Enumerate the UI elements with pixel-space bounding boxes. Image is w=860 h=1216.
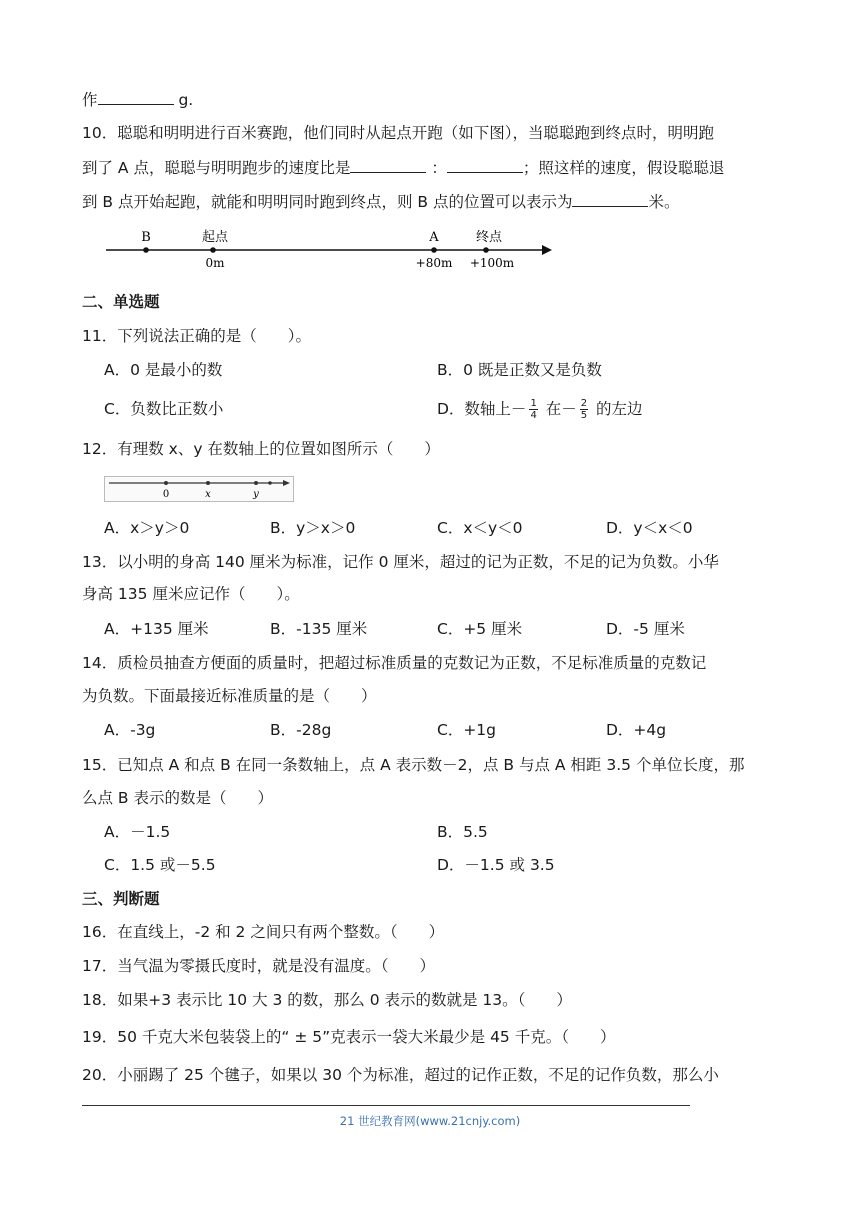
q10-line1: 10．聪聪和明明进行百米赛跑，他们同时从起点开跑（如下图），当聪聪跑到终点时，明明跑 bbox=[82, 124, 714, 142]
answer-blank[interactable] bbox=[447, 156, 523, 173]
q14-option-c[interactable]: C．+1g bbox=[437, 721, 497, 739]
q10-line3: 到 B 点开始起跑，就能和明明同时跑到终点，则 B 点的位置可以表示为 米。 bbox=[82, 190, 680, 214]
start-value: 0m bbox=[205, 256, 225, 270]
axis-arrow-icon bbox=[542, 245, 552, 255]
q12-option-a[interactable]: A．x＞y＞0 bbox=[104, 519, 190, 537]
q12-option-d[interactable]: D．y＜x＜0 bbox=[606, 519, 693, 537]
answer-blank[interactable] bbox=[98, 88, 174, 105]
footer-source: 21 世纪教育网(www.21cnjy.com) bbox=[339, 1114, 521, 1128]
q11-option-a[interactable]: A．0 是最小的数 bbox=[104, 361, 223, 379]
point-a-dot bbox=[431, 247, 437, 253]
q11-option-c[interactable]: C．负数比正数小 bbox=[104, 400, 224, 418]
start-label: 起点 bbox=[201, 230, 229, 245]
q11-stem: 11．下列说法正确的是（ ）。 bbox=[82, 327, 311, 345]
q13-option-b[interactable]: B．-135 厘米 bbox=[270, 620, 368, 638]
q13-option-a[interactable]: A．+135 厘米 bbox=[104, 620, 209, 638]
section-heading: 三、判断题 bbox=[82, 890, 160, 908]
q15-option-c[interactable]: C．1.5 或－5.5 bbox=[104, 856, 216, 874]
q15-line2: 么点 B 表示的数是（ ） bbox=[82, 789, 273, 807]
start-dot bbox=[210, 247, 216, 253]
xy-number-line bbox=[104, 476, 294, 502]
q14-option-b[interactable]: B．-28g bbox=[270, 721, 332, 739]
q19: 19．50 千克大米包装袋上的“ ± 5”克表示一袋大米最少是 45 千克。（ ） bbox=[82, 1028, 616, 1046]
q17: 17．当气温为零摄氏度时，就是没有温度。（ ） bbox=[82, 957, 435, 975]
answer-blank[interactable] bbox=[350, 156, 426, 173]
section-heading: 二、单选题 bbox=[82, 293, 160, 311]
q9-tail: 作 g. bbox=[82, 88, 193, 112]
q13-line1: 13．以小明的身高 140 厘米为标准，记作 0 厘米，超过的记为正数，不足的记为负数。小华 bbox=[82, 553, 719, 571]
q14-line1: 14．质检员抽查方便面的质量时，把超过标准质量的克数记为正数，不足标准质量的克数记 bbox=[82, 654, 707, 672]
q15-option-a[interactable]: A．－1.5 bbox=[104, 823, 171, 841]
y-dot bbox=[254, 481, 258, 485]
q12-option-c[interactable]: C．x＜y＜0 bbox=[437, 519, 523, 537]
finish-label: 终点 bbox=[475, 230, 503, 245]
q11-option-d[interactable]: D．数轴上－ $\frac{1}{4}$ 在－ $\frac{2}{5}$ 的左边 bbox=[437, 398, 643, 421]
q15-option-b[interactable]: B．5.5 bbox=[437, 823, 488, 841]
fraction: $\frac{2}{5}$ bbox=[580, 398, 588, 421]
fraction: $\frac{1}{4}$ bbox=[530, 398, 537, 421]
y-label: y bbox=[253, 489, 259, 500]
q14-line2: 为负数。下面最接近标准质量的是（ ） bbox=[82, 687, 377, 705]
race-number-line bbox=[100, 226, 560, 272]
q18: 18．如果+3 表示比 10 大 3 的数，那么 0 表示的数就是 13。（ ） bbox=[82, 991, 572, 1009]
x-dot bbox=[206, 481, 210, 485]
q13-option-d[interactable]: D．-5 厘米 bbox=[606, 620, 685, 638]
q12-stem: 12．有理数 x、y 在数轴上的位置如图所示（ ） bbox=[82, 440, 440, 458]
point-a-label: A bbox=[429, 230, 439, 245]
point-b-label: B bbox=[141, 230, 151, 245]
finish-dot bbox=[483, 247, 489, 253]
footer-divider bbox=[82, 1105, 690, 1106]
q16: 16．在直线上，-2 和 2 之间只有两个整数。（ ） bbox=[82, 923, 445, 941]
q11-option-b[interactable]: B．0 既是正数又是负数 bbox=[437, 361, 602, 379]
q13-option-c[interactable]: C．+5 厘米 bbox=[437, 620, 523, 638]
q15-line1: 15．已知点 A 和点 B 在同一条数轴上，点 A 表示数－2，点 B 与点 A 相距 3.5 个单位长度，那 bbox=[82, 756, 745, 774]
q15-option-d[interactable]: D．－1.5 或 3.5 bbox=[437, 856, 555, 874]
q12-option-b[interactable]: B．y＞x＞0 bbox=[270, 519, 356, 537]
zero-dot bbox=[164, 481, 168, 485]
q14-option-d[interactable]: D．+4g bbox=[606, 721, 667, 739]
q10-line2: 到了 A 点，聪聪与明明跑步的速度比是 ： ；照这样的速度，假设聪聪退 bbox=[82, 156, 724, 180]
q20: 20．小丽踢了 25 个毽子，如果以 30 个为标准，超过的记作正数，不足的记作负数，那么小 bbox=[82, 1066, 719, 1084]
point-a-value: +80m bbox=[415, 256, 453, 270]
finish-value: +100m bbox=[469, 256, 515, 270]
x-label: x bbox=[205, 489, 211, 500]
q13-line2: 身高 135 厘米应记作（ ）。 bbox=[82, 585, 300, 603]
zero-label: 0 bbox=[162, 489, 170, 500]
point-b-dot bbox=[143, 247, 149, 253]
zero-dot bbox=[268, 481, 272, 485]
answer-blank[interactable] bbox=[572, 190, 648, 207]
q14-option-a[interactable]: A．-3g bbox=[104, 721, 156, 739]
